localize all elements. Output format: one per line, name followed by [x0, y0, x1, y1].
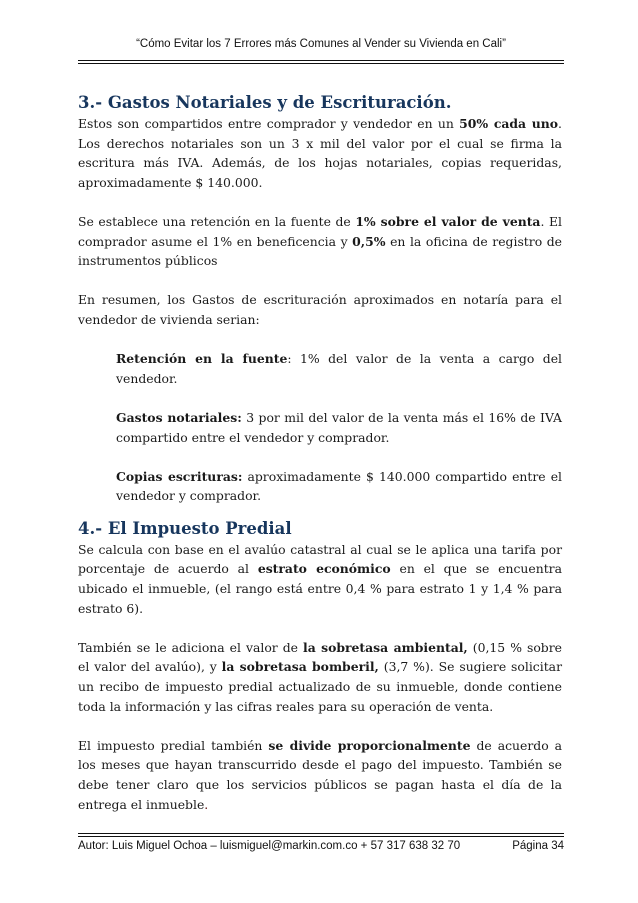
page-number: Página 34 — [512, 840, 564, 852]
text-run: Se calcula con base en el avalúo catastral al cual se le aplica una tarifa por porcentaje de acuerdo al — [78, 541, 562, 577]
footer-rule-secondary — [78, 836, 564, 837]
section-3-paragraph-1 — [78, 114, 562, 192]
footer-rule — [78, 833, 564, 834]
bold-run: 0,5% — [352, 233, 386, 249]
document-body — [78, 92, 562, 814]
text-run: . Los derechos notariales son un 3 x mil del valor por el cual se firma la escritura más IVA. Además, de los hojas notariales, copias requeridas, aproximadamente $ 140.000. — [78, 116, 562, 190]
text-run: Estos son compartidos entre comprador y vendedor en un — [78, 116, 460, 131]
list-item — [116, 349, 562, 388]
section-4-paragraph-3 — [78, 736, 562, 814]
footer-author: Autor: Luis Miguel Ochoa – luismiguel@markin.com.co + 57 317 638 32 70 — [78, 840, 461, 852]
section-3-paragraph-2 — [78, 212, 562, 271]
section-4-heading: 4.- El Impuesto Predial — [78, 518, 292, 538]
bold-run: 50% cada uno — [459, 116, 559, 131]
text-run: (0,15 % sobre el valor del avalúo), y — [78, 639, 562, 675]
text-run: Se establece una retención en la fuente de — [78, 213, 356, 229]
header-rule-secondary — [78, 63, 564, 64]
text-run: en la oficina de registro de instrumentos públicos — [78, 233, 562, 269]
bold-run: estrato económico — [257, 561, 391, 577]
item-label: Retención en la fuente — [116, 351, 288, 367]
item-label: Gastos notariales: — [116, 409, 242, 425]
section-3-paragraph-3: En resumen, los Gastos de escrituración aproximados en notaría para el vendedor de vivienda serian: — [78, 292, 562, 327]
section-3-heading: 3.- Gastos Notariales y de Escrituración. — [78, 93, 452, 112]
text-run: (3,7 %). Se sugiere solicitar un recibo de impuesto predial actualizado de su inmueble, donde contiene toda la información y las cifras reales para su operación de venta. — [78, 659, 562, 714]
page-header: “Cómo Evitar los 7 Errores más Comunes al Vender su Vivienda en Cali” — [136, 38, 506, 50]
text-run: También se le adiciona el valor de — [78, 639, 303, 655]
section-4-paragraph-1 — [78, 540, 562, 618]
list-item — [116, 408, 562, 447]
text-run: . El comprador asume el 1% en beneficencia y — [78, 213, 562, 249]
text-run: El impuesto predial también — [78, 737, 269, 753]
page-footer — [78, 840, 564, 852]
bold-run: la sobretasa bomberil, — [221, 659, 379, 675]
list-item — [116, 467, 562, 506]
bold-run: 1% sobre el valor de venta — [355, 213, 541, 229]
section-4-paragraph-2 — [78, 638, 562, 716]
item-text: aproximadamente $ 140.000 compartido entre el vendedor y comprador. — [116, 468, 562, 504]
text-run: de acuerdo a los meses que hayan transcurrido desde el pago del impuesto. También se debe tener claro que los servicios públicos se pagan hasta el día de la entrega el inmueble — [78, 737, 563, 812]
text-run: en el que se encuentra ubicado el inmueble, (el rango está entre 0,4 % para estrato 1 y 1,4 % para estrato 6). — [78, 561, 562, 616]
header-rule — [78, 60, 564, 61]
item-label: Copias escrituras: — [116, 468, 243, 484]
item-text: 3 por mil del valor de la venta más el 16% de IVA compartido entre el vendedor y comprador. — [116, 409, 562, 445]
item-text: : 1% del valor de la venta a cargo del vendedor. — [116, 351, 562, 386]
bold-run: se divide proporcionalmente — [268, 737, 471, 753]
bold-run: la sobretasa ambiental, — [303, 639, 468, 655]
text-run: . — [204, 796, 209, 812]
